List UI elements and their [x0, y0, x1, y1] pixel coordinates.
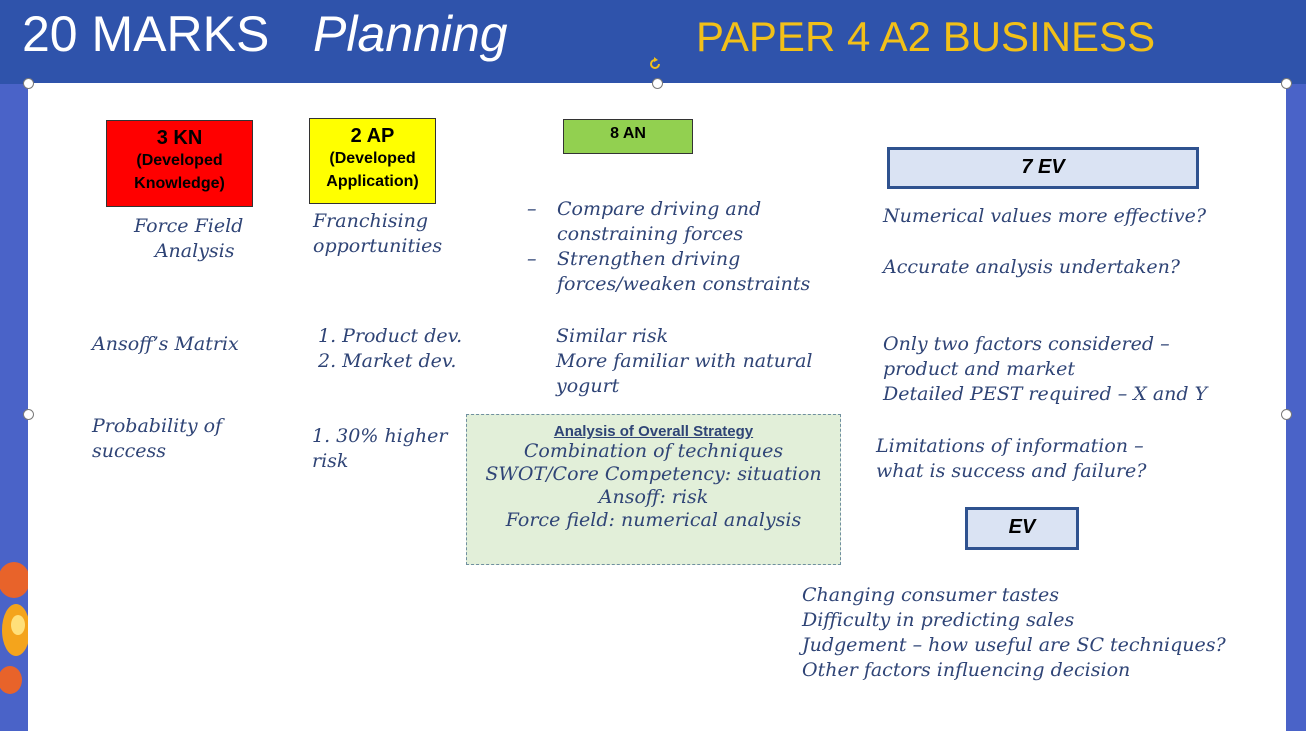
ap-desc-line1: (Developed	[329, 150, 416, 167]
probability-application-note: 1. 30% higher risk	[312, 425, 448, 472]
resize-handle-top-left[interactable]	[23, 78, 34, 89]
an-marks-box	[563, 119, 693, 154]
ansoff-application-note: 1. Product dev. 2. Market dev.	[318, 325, 463, 372]
franchising-note: Franchising opportunities	[313, 210, 443, 257]
paper-title: PAPER 4 A2 BUSINESS	[696, 13, 1156, 60]
ansoff-analysis-note: Similar risk More familiar with natural yogurt	[556, 325, 813, 397]
kn-desc-line1: (Developed	[136, 152, 223, 169]
ev7-marks-label: 7 EV	[1021, 156, 1065, 178]
ev-notes: Changing consumer tastes Difficulty in predicting sales Judgement – how useful are SC techniques? Other factors influencing decision	[802, 584, 1226, 681]
ap-marks-box	[309, 118, 436, 204]
overall-strategy-line: Force field: numerical analysis	[505, 509, 802, 531]
force-field-ev-note-2: Accurate analysis undertaken?	[883, 256, 1180, 278]
ansoff-ev-note: Only two factors considered – product and market Detailed PEST required – X and Y	[883, 333, 1208, 405]
topic-title: Planning	[313, 6, 508, 62]
probability-ev-note: Limitations of information – what is success and failure?	[876, 435, 1147, 482]
kn-desc-line2: Knowledge)	[134, 175, 225, 193]
probability-label: Probability of success	[92, 415, 223, 462]
ev-marks-label: EV	[1008, 516, 1036, 538]
rotate-handle-icon[interactable]	[648, 57, 662, 71]
resize-handle-top-right[interactable]	[1281, 78, 1292, 89]
overall-strategy-title: Analysis of Overall Strategy	[553, 423, 754, 440]
force-field-label: Force Field Analysis	[134, 215, 244, 262]
slide-header	[0, 0, 1306, 84]
ev-marks-box	[965, 507, 1079, 550]
ansoff-label: Ansoff’s Matrix	[92, 333, 239, 355]
resize-handle-top-center[interactable]	[652, 78, 663, 89]
mascot-decoration	[0, 560, 30, 710]
ev7-marks-box	[887, 147, 1199, 189]
overall-strategy-panel	[466, 414, 841, 565]
kn-marks-box	[106, 120, 253, 207]
marks-title: 20 MARKS	[22, 6, 270, 62]
ap-desc-line2: Application)	[326, 173, 419, 191]
an-marks-label: 8 AN	[610, 125, 646, 142]
overall-strategy-line: SWOT/Core Competency: situation	[485, 463, 822, 485]
overall-strategy-line: Combination of techniques	[523, 440, 784, 462]
bullet-dash: –	[527, 248, 537, 270]
bullet-dash: –	[527, 198, 537, 220]
resize-handle-middle-left[interactable]	[23, 409, 34, 420]
force-field-ev-note-1: Numerical values more effective?	[883, 205, 1207, 227]
resize-handle-middle-right[interactable]	[1281, 409, 1292, 420]
ap-marks-label: 2 AP	[350, 125, 395, 147]
overall-strategy-line: Ansoff: risk	[598, 486, 709, 508]
force-field-analysis-note: – Compare driving and constraining forces – Strengthen driving forces/weaken constraints	[527, 198, 811, 295]
kn-marks-label: 3 KN	[156, 127, 203, 149]
